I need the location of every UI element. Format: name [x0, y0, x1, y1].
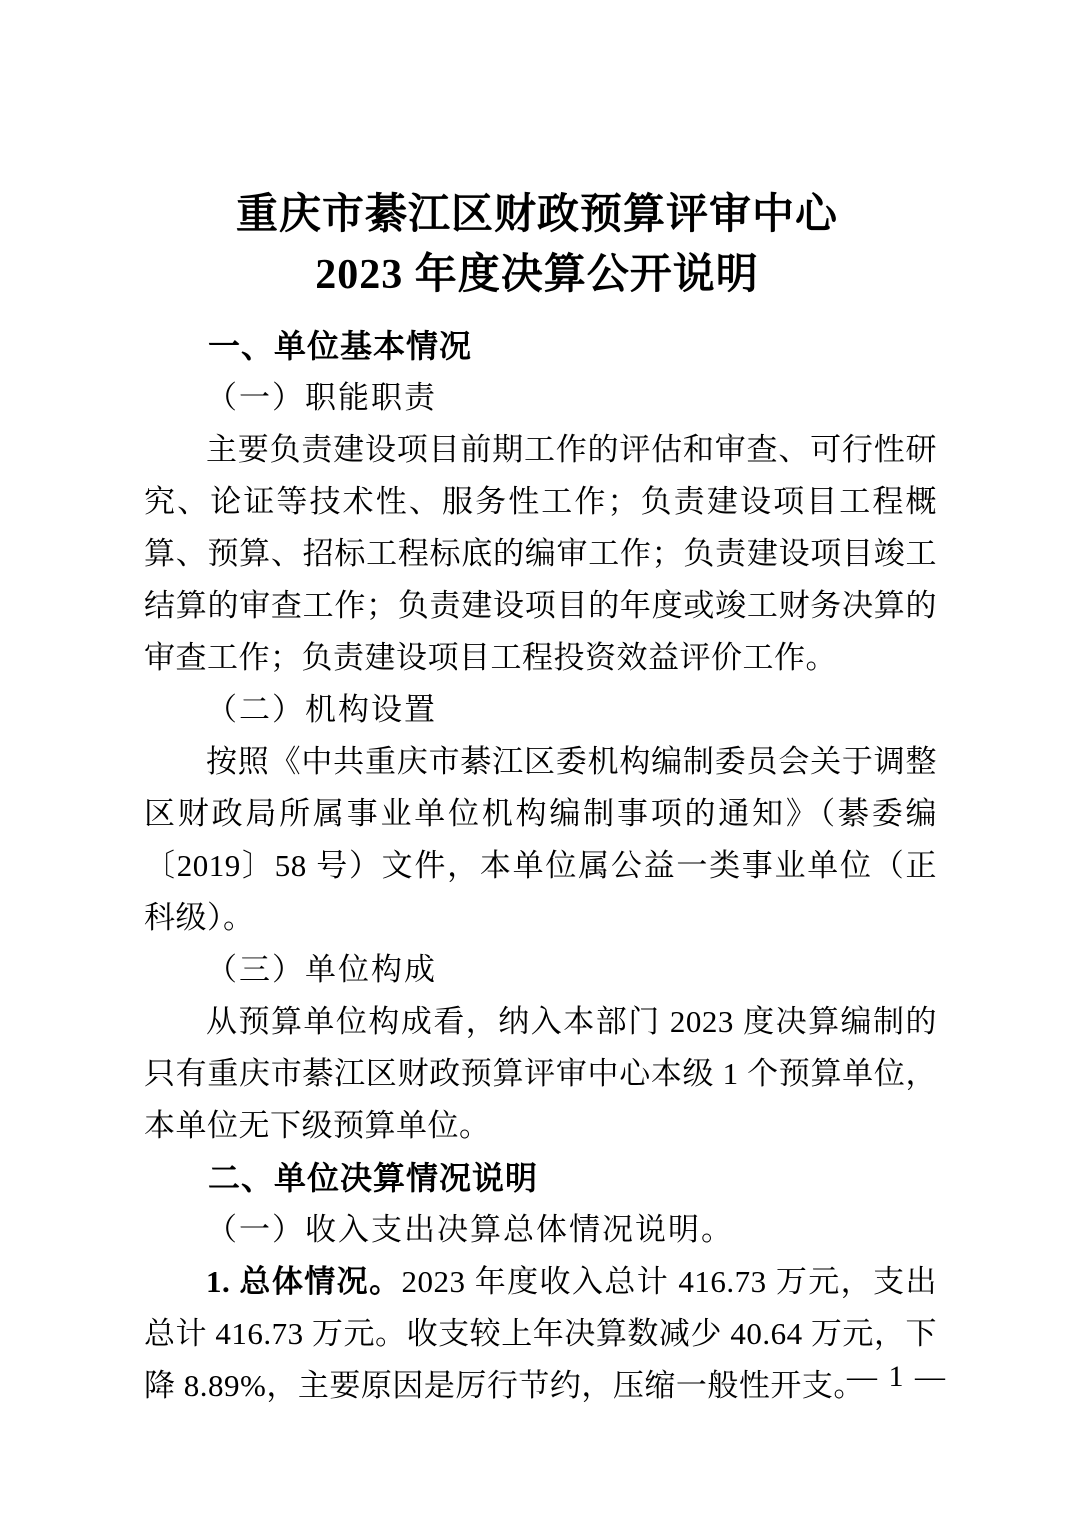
document-title: [0, 185, 1074, 305]
section-2-1-heading: （一）收入支出决算总体情况说明。: [206, 1212, 734, 1247]
section-1-2-heading: （二）机构设置: [206, 692, 437, 727]
section-1-heading: 一、单位基本情况: [208, 328, 473, 364]
section-2-1-paragraph: [144, 1256, 937, 1412]
section-1-2-paragraph: 按照《中共重庆市綦江区委机构编制委员会关于调整区财政局所属事业单位机构编制事项的通知》（綦委编〔2019〕58 号）文件，本单位属公益一类事业单位（正科级）。: [144, 744, 937, 935]
page-number: — 1 —: [847, 1360, 947, 1393]
paragraph-bold-lead: 1. 总体情况。: [206, 1264, 402, 1299]
document-body: [144, 320, 937, 1412]
section-1-1-heading: （一）职能职责: [206, 380, 437, 415]
document-title-line2: 2023 年度决算公开说明: [315, 252, 759, 298]
paragraph-rest: 2023 年度收入总计 416.73 万元，支出总计 416.73 万元。收支较上年决算数减少 40.64 万元，下降 8.89%，主要原因是厉行节约，压缩一般性开支。: [144, 1264, 938, 1403]
section-1-1-paragraph: 主要负责建设项目前期工作的评估和审查、可行性研究、论证等技术性、服务性工作；负责建设项目工程概算、预算、招标工程标底的编审工作；负责建设项目竣工结算的审查工作；负责建设项目的年度或竣工财务决算的审查工作；负责建设项目工程投资效益评价工作。: [144, 432, 937, 675]
section-1-3-paragraph: 从预算单位构成看，纳入本部门 2023 度决算编制的只有重庆市綦江区财政预算评审中心本级 1 个预算单位，本单位无下级预算单位。: [144, 1004, 937, 1143]
document-title-line1: 重庆市綦江区财政预算评审中心: [235, 192, 838, 238]
section-1-3-heading: （三）单位构成: [206, 952, 437, 987]
section-2-heading: 二、单位决算情况说明: [208, 1160, 539, 1196]
